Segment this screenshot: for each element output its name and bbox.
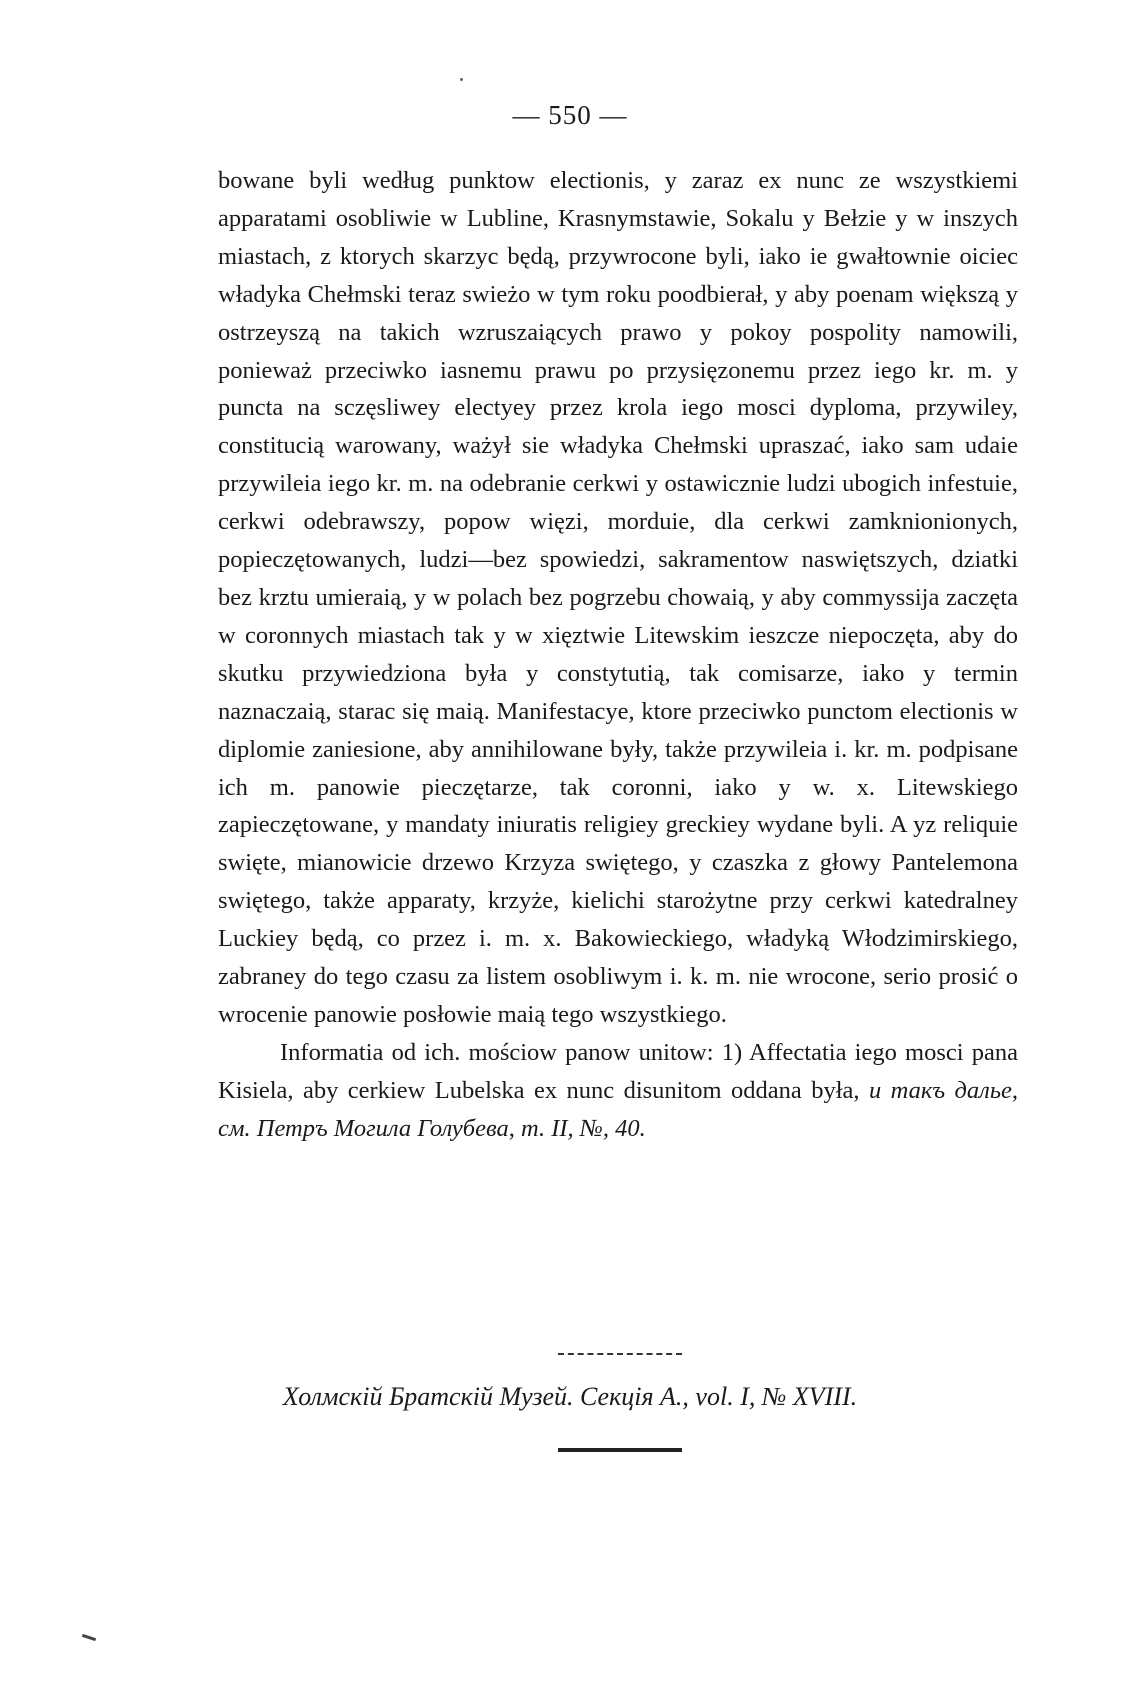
stray-mark-dot — [460, 78, 463, 81]
separator-rule — [558, 1353, 682, 1355]
paragraph-2-reference: и такъ далье, см. Петръ Могила Голубева, т. II, №, 40. — [218, 1076, 1018, 1142]
stray-mark — [82, 1634, 96, 1641]
paragraph-1: bowane byli według punktow electionis, y zaraz ex nunc ze wszystkiemi apparatami osobliwie w Lubline, Krasnymstawie, Sokalu y Bełzie y w inszych miastach, z ktorych skarzyc będą, przywrocone byli, iako ie gwałtownie oiciec władyka Chełmski teraz swieżo w tym roku poodbierał, y aby poenam większą y ostrzeyszą na takich wzruszaiących prawo y pokoy pospolity namowili, ponieważ przeciwko iasnemu prawu po przysięzonemu przez iego kr. m. y puncta na sczęsliwey electyey przez krola iego mosci dyploma, przywiley, constitucią warowany, ważył sie władyka Chełmski upraszać, iako sam udaie przywileia iego kr. m. na odebranie cerkwi y ostawicznie ludzi ubogich infestuie, cerkwi odebrawszy, popow więzi, morduie, dla cerkwi zamknionionych, popieczętowanych, ludzi—bez spowiedzi, sakramentow naswiętszych, dziatki bez krztu umieraią, y w polach bez pogrzebu chowaią, y aby commyssija zaczęta w coronnych miastach tak y w xięztwie Litewskim ieszcze niepoczęta, aby do skutku przywiedziona była y constytutią, tak comisarze, iako y termin naznaczaią, starac się maią. Manifestacye, ktore przeciwko punctom electionis w diplomie zaniesione, aby annihilowane były, także przywileia i. kr. m. podpisane ich m. panowie pieczętarze, tak coronni, iako y w. x. Litewskiego zapieczętowane, y mandaty iniuratis religiey greckiey wydane byli. A yz reliquie swięte, mianowicie drzewo Krzyza swiętego, y czaszka z głowy Pantelemona swiętego, także apparaty, krzyże, kielichi starożytne przy cerkwi katedralney Luckiey będą, co przez i. m. x. Bakowieckiego, władyką Włodzimirskiego, zabraney do tego czasu za listem osobliwym i. k. m. nie wrocone, serio prosić o wrocenie panowie posłowie maią tego wszystkiego. — [218, 167, 1018, 1028]
paragraph-2 — [218, 1034, 1018, 1148]
paragraph-2-text: Informatia od ich. mościow panow unitow: 1) Affectatia iego mosci pana Kisiela, aby cerkiew Lubelska ex nunc disunitom oddana była, — [218, 1038, 1018, 1104]
closing-rule — [558, 1448, 682, 1452]
source-citation: Холмскій Братскій Музей. Секція А., vol. I, № XVIII. — [282, 1382, 858, 1411]
body-text — [218, 162, 1018, 1148]
page-number: — 550 — — [512, 100, 628, 130]
